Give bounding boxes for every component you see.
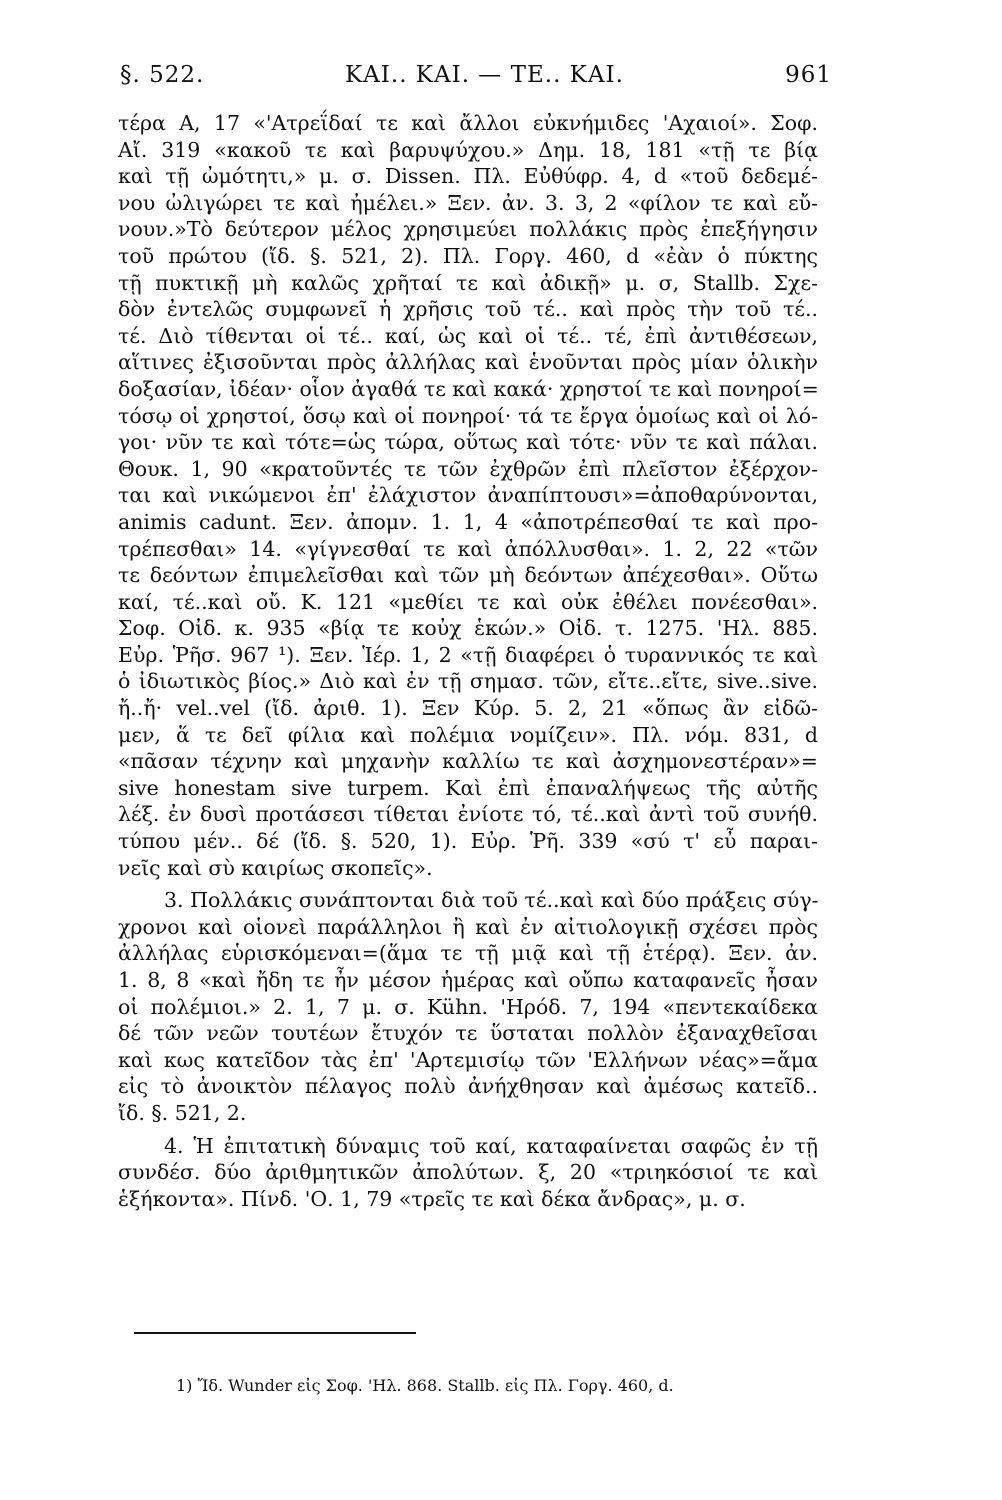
text-line: ται καὶ νικώμενοι ἐπ' ἐλάχιστον ἀναπίπτουσι»=ἀποθαρύνονται, xyxy=(118,483,818,508)
running-head xyxy=(120,62,832,98)
text-line: οἱ πολέμιοι.» 2. 1, 7 μ. σ. Kühn. 'Ηρόδ. 7, 194 «πεντεκαίδεκα xyxy=(118,994,818,1019)
text-line: Εὐρ. Ῥῆσ. 967 ¹). Ξεν. Ἱέρ. 1, 2 «τῇ διαφέρει ὁ τυραννικός τε καὶ xyxy=(118,642,818,667)
text-line: ὁ ἰδιωτικὸς βίος.» Διὸ καὶ ἐν τῇ σημασ. τῶν, εἴτε..εἴτε, sive..sive. xyxy=(118,669,818,694)
text-line: Σοφ. Οἰδ. κ. 935 «βίᾳ τε κοὐχ ἑκών.» Οἰδ. τ. 1275. 'Ηλ. 885. xyxy=(118,616,818,641)
text-line: τύπου μέν.. δέ (ἴδ. §. 520, 1). Εὐρ. Ῥῆ. 339 «σύ τ' εὖ παραι- xyxy=(118,829,818,854)
text-line: τοῦ πρώτου (ἴδ. §. 521, 2). Πλ. Γοργ. 460, d «ἐὰν ὁ πύκτης xyxy=(118,243,818,268)
text-line: δοξασίαν, ἰδέαν· οἷον ἀγαθά τε καὶ κακά· χρηστοί τε καὶ πονηροί= xyxy=(118,376,819,401)
footnote-rule xyxy=(134,1332,416,1334)
text-line: νεῖς καὶ σὺ καιρίως σκοπεῖς». xyxy=(118,855,433,880)
text-line: αἵτινες ἐξισοῦνται πρὸς ἀλλήλας καὶ ἑνοῦνται πρὸς μίαν ὁλικὴν xyxy=(118,350,818,375)
running-title: ΚΑΙ.. ΚΑΙ. — ΤΕ.. ΚΑΙ. xyxy=(345,62,624,88)
body-text xyxy=(118,110,818,1212)
text-line: «πᾶσαν τέχνην καὶ μηχανὴν καλλίω τε καὶ ἀσχημονεστέραν»= xyxy=(118,749,818,774)
text-line: γοι· νῦν τε καὶ τότε=ὡς τώρα, οὕτως καὶ τότε· νῦν τε καὶ πάλαι. xyxy=(118,430,818,455)
text-line: δέ τῶν νεῶν τουτέων ἔτυχόν τε ὕσταται πολλὸν ἐξαναχθεῖσαι xyxy=(118,1021,818,1046)
paragraph xyxy=(118,1133,818,1213)
footnote: 1) Ἴδ. Wunder εἰς Σοφ. 'Ηλ. 868. Stallb. εἰς Πλ. Γοργ. 460, d. xyxy=(176,1376,674,1395)
text-line: νουν.»Τὸ δεύτερον μέλος χρησιμεύει πολλάκις πρὸς ἐπεξήγησιν xyxy=(118,217,818,242)
text-line: ἤ..ἤ· vel..vel (ἴδ. ἀριθ. 1). Ξεν Κύρ. 5. 2, 21 «ὅπως ἂν εἰδῶ- xyxy=(118,696,818,721)
text-line: τέ. Διὸ τίθενται οἱ τέ.. καί, ὡς καὶ οἱ τέ.. τέ, ἐπὶ ἀντιθέσεων, xyxy=(118,323,818,348)
text-line: 4. Ἡ ἐπιτατικὴ δύναμις τοῦ καί, καταφαίνεται σαφῶς ἐν τῇ xyxy=(164,1133,818,1158)
text-line: τῇ πυκτικῇ μὴ καλῶς χρῆταί τε καὶ ἀδικῇ» μ. σ, Stallb. Σχε- xyxy=(118,270,818,295)
text-line: τέρα Α, 17 «'Ατρεΐδαί τε καὶ ἄλλοι εὐκνήμιδες 'Αχαιοί». Σοφ. xyxy=(118,111,818,135)
text-line: δὸν ἐντελῶς συμφωνεῖ ἡ χρῆσις τοῦ τέ.. καὶ πρὸς τὴν τοῦ τέ.. xyxy=(118,297,818,322)
text-line: 1. 8, 8 «καὶ ἤδη τε ἦν μέσον ἡμέρας καὶ οὔπω καταφανεῖς ἦσαν xyxy=(118,968,818,992)
text-line: εἰς τὸ ἀνοικτὸν πέλαγος πολὺ ἀνήχθησαν καὶ ἀμέσως κατεῖδ.. xyxy=(118,1074,818,1099)
text-line: καὶ κως κατεῖδον τὰς ἐπ' 'Αρτεμισίῳ τῶν 'Ελλήνων νέας»=ἅμα xyxy=(118,1047,818,1072)
paragraph xyxy=(118,887,818,1126)
text-line: τόσῳ οἱ χρηστοί, ὅσῳ καὶ οἱ πονηροί· τά τε ἔργα ὁμοίως καὶ οἱ λό- xyxy=(118,403,818,428)
text-line: animis cadunt. Ξεν. ἀπομν. 1. 1, 4 «ἀποτρέπεσθαί τε καὶ προ- xyxy=(118,509,818,534)
text-line: συνδέσ. δύο ἀριθμητικῶν ἀπολύτων. ξ, 20 «τριηκόσιοί τε καὶ xyxy=(118,1160,818,1185)
text-line: καὶ τῇ ὠμότητι,» μ. σ. Dissen. Πλ. Εὐθύφρ. 4, d «τοῦ δεδεμέ- xyxy=(118,164,818,189)
text-line: λέξ. ἐν δυσὶ προτάσεσι τίθεται ἐνίοτε τό, τέ..καὶ ἀντὶ τοῦ συνήθ. xyxy=(118,802,818,827)
text-line: τρέπεσθαι» 14. «γίγνεσθαί τε καὶ ἀπόλλυσθαι». 1. 2, 22 «τῶν xyxy=(118,536,818,561)
text-line: ἑξήκοντα». Πίνδ. 'Ο. 1, 79 «τρεῖς τε καὶ δέκα ἄνδρας», μ. σ. xyxy=(118,1186,746,1211)
text-line: sive honestam sive turpem. Καὶ ἐπὶ ἐπαναλήψεως τῆς αὐτῆς xyxy=(118,775,818,800)
text-line: μεν, ἅ τε δεῖ φίλια καὶ πολέμια νομίζειν». Πλ. νόμ. 831, d xyxy=(118,722,818,747)
text-line: ἴδ. §. 521, 2. xyxy=(118,1100,247,1125)
text-line: τε δεόντων ἐπιμελεῖσθαι καὶ τῶν μὴ δεόντων ἀπέχεσθαι». Οὕτω xyxy=(118,563,818,588)
text-line: Θουκ. 1, 90 «κρατοῦντές τε τῶν ἐχθρῶν ἐπὶ πλεῖστον ἐξέρχον- xyxy=(118,456,818,481)
text-line: νου ὠλιγώρει τε καὶ ἠμέλει.» Ξεν. ἀν. 3. 3, 2 «φίλον τε καὶ εὔ- xyxy=(118,190,818,215)
text-line: καί, τέ..καὶ οὔ. Κ. 121 «μεθίει τε καὶ οὐκ ἐθέλει πονέεσθαι». xyxy=(118,589,818,614)
text-line: 3. Πολλάκις συνάπτονται διὰ τοῦ τέ..καὶ καὶ δύο πράξεις σύγ- xyxy=(164,888,819,913)
paragraph xyxy=(118,110,818,881)
text-line: χρονοι καὶ οἱονεὶ παράλληλοι ἢ καὶ ἐν αἰτιολογικῇ σχέσει πρὸς xyxy=(118,914,818,939)
text-line: ἀλλήλας εὑρισκόμεναι=(ἅμα τε τῇ μιᾷ καὶ τῇ ἑτέρᾳ). Ξεν. ἀν. xyxy=(118,941,818,966)
text-line: Αἴ. 319 «κακοῦ τε καὶ βαρυψύχου.» Δημ. 18, 181 «τῇ τε βίᾳ xyxy=(118,137,818,162)
section-number: §. 522. xyxy=(120,62,205,88)
page-number: 961 xyxy=(785,62,832,88)
